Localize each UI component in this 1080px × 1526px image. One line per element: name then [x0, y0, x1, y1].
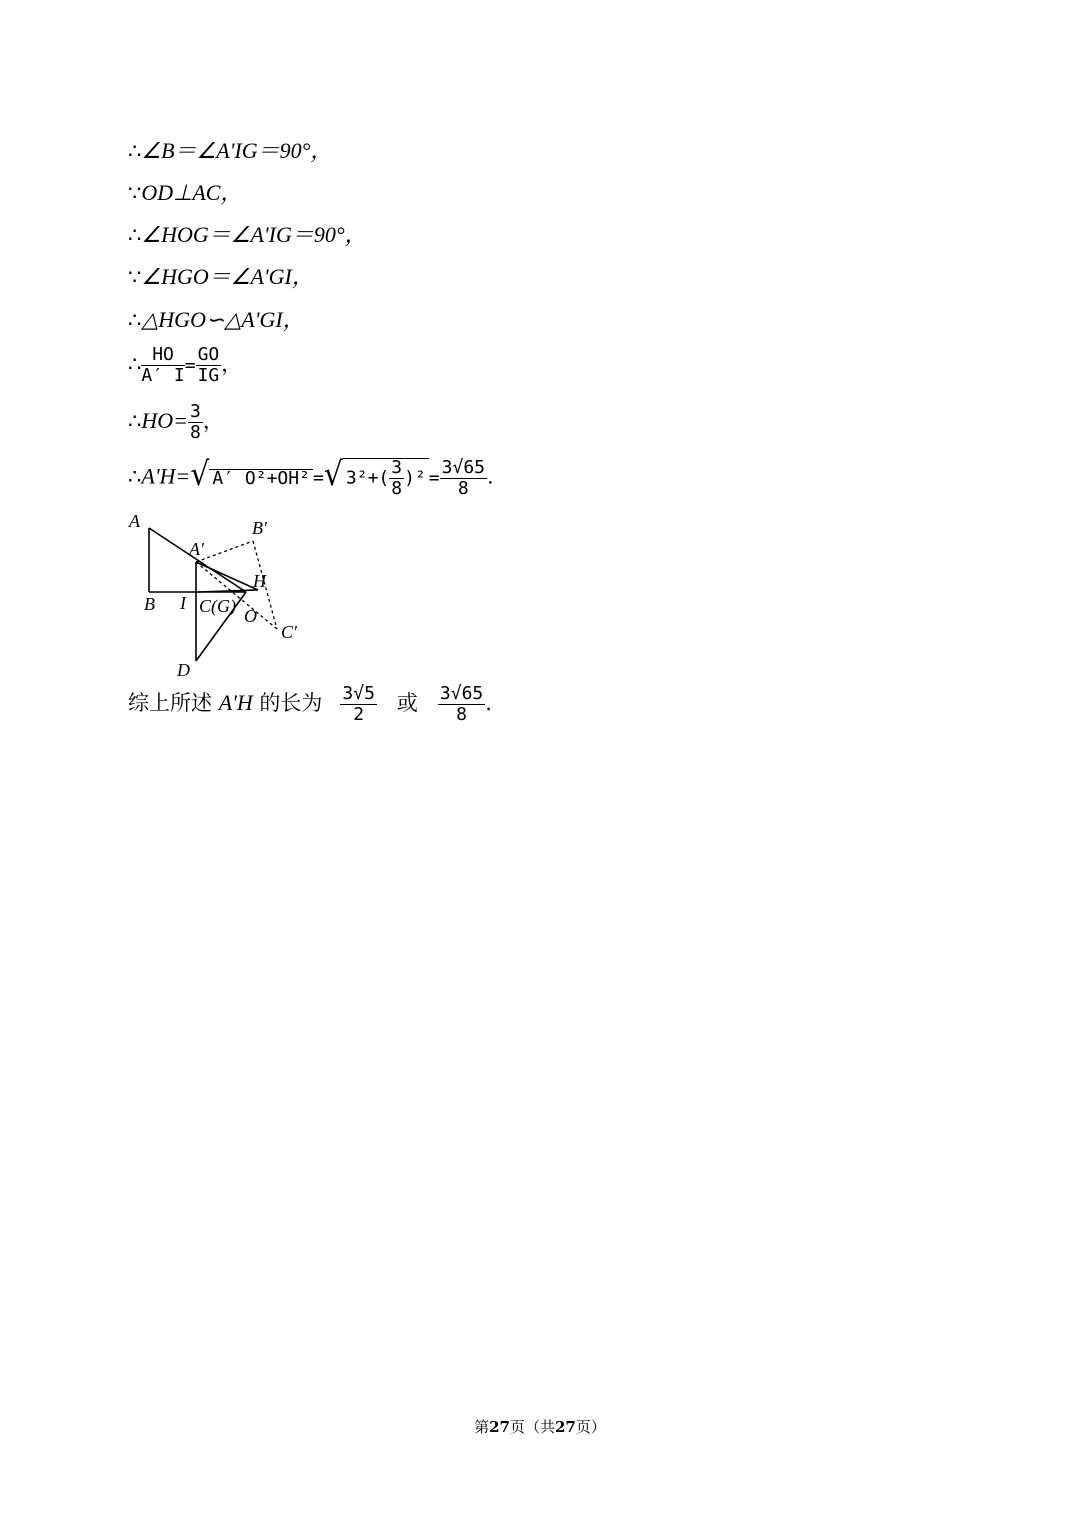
step-1-expr: ∠B＝∠A'IG＝90°， [141, 138, 333, 163]
step-2-lead: ∵ [128, 181, 142, 205]
label-I: I [180, 593, 186, 613]
ah-equals-2: = [428, 467, 440, 489]
ratio-line [128, 346, 242, 385]
ratio-tail: ， [221, 352, 243, 376]
radical-2-part-b: )² [404, 467, 426, 489]
ho-fraction [188, 403, 203, 442]
radical-2-den: 8 [391, 478, 403, 499]
step-1-lead: ∴ [128, 139, 142, 163]
footer-post: 页） [575, 1418, 606, 1436]
step-3-expr: ∠HOG＝∠A'IG＝90°， [141, 222, 367, 247]
conclusion-num-2: 3√65 [439, 683, 484, 704]
ho-lead: ∴ [128, 409, 142, 433]
conclusion-fraction-2 [438, 685, 485, 724]
step-4-expr: ∠HGO＝∠A'GI， [141, 264, 314, 289]
label-A-prime: A′ [189, 539, 204, 559]
ah-equals-1: = [312, 467, 324, 489]
segment-ac [149, 528, 246, 592]
ho-den: 8 [190, 422, 201, 443]
ho-num: 3 [190, 401, 201, 422]
conclusion-den-2: 8 [456, 704, 468, 725]
ah-lead: ∴ [128, 464, 142, 489]
dashed-a1-b1 [196, 541, 253, 562]
step-2-expr: OD⊥AC， [141, 180, 243, 205]
ah-lhs: A'H= [141, 463, 191, 489]
label-CG: C(G) [199, 596, 236, 616]
ratio-fraction-1 [141, 346, 184, 385]
ah-result-fraction [440, 456, 487, 499]
step-5-lead: ∴ [128, 308, 142, 332]
conclusion-line [128, 685, 492, 724]
page-footer [0, 1416, 1080, 1437]
ratio-num-2: GO [197, 344, 220, 365]
radical-2-body [343, 458, 429, 498]
ratio-equals: = [184, 355, 196, 376]
conclusion-var: A'H [218, 690, 253, 715]
radical-2-sign: √ [323, 454, 343, 494]
radical-1-body: A′ O²+OH² [209, 469, 313, 488]
conclusion-fraction-1 [340, 685, 377, 724]
radical-2-num: 3 [391, 457, 403, 478]
ho-tail: ， [202, 409, 224, 433]
conclusion-num-1: 3√5 [342, 683, 375, 704]
ah-result-num: 3√65 [441, 456, 485, 478]
label-O: O [244, 606, 257, 626]
radical-1-sign: √ [190, 454, 210, 494]
segment-a1-h [196, 562, 258, 590]
conclusion-den-1: 2 [353, 704, 365, 725]
label-C-prime: C′ [281, 622, 297, 642]
ratio-lead: ∴ [128, 352, 142, 376]
step-1 [128, 140, 332, 162]
label-D: D [177, 660, 190, 680]
footer-page: 27 [489, 1418, 510, 1436]
step-3-lead: ∴ [128, 223, 142, 247]
ratio-den-1: A′ I [141, 365, 185, 386]
label-B: B [144, 594, 155, 614]
footer-pre: 第 [474, 1418, 490, 1436]
label-B-prime: B′ [252, 518, 267, 538]
footer-total: 27 [555, 1418, 576, 1436]
label-H: H [253, 571, 266, 591]
geometry-figure [120, 510, 320, 685]
step-3 [128, 224, 367, 246]
ratio-fraction-2 [196, 346, 222, 385]
ho-lhs: HO= [141, 408, 188, 433]
ho-line [128, 403, 224, 442]
ratio-den-2: IG [197, 365, 220, 386]
conclusion-text: 综上所述 [128, 691, 219, 715]
step-5 [128, 309, 305, 331]
conclusion-tail: . [485, 691, 492, 715]
ah-result-den: 8 [457, 477, 469, 499]
conclusion-text-2: 的长为 [252, 691, 323, 715]
step-2 [128, 182, 242, 204]
radical-2-part-a: 3²+( [345, 467, 390, 489]
step-5-expr: △HGO∽△A'GI， [141, 307, 305, 332]
ratio-num-1: HO [141, 346, 184, 366]
label-A: A [129, 511, 140, 531]
footer-mid: 页（共 [509, 1418, 555, 1436]
ah-line [128, 454, 494, 499]
radical-2-fraction [389, 459, 404, 498]
step-4-lead: ∵ [128, 265, 142, 289]
conclusion-or: 或 [396, 691, 418, 715]
ah-tail: . [487, 464, 494, 489]
step-4 [128, 266, 314, 288]
